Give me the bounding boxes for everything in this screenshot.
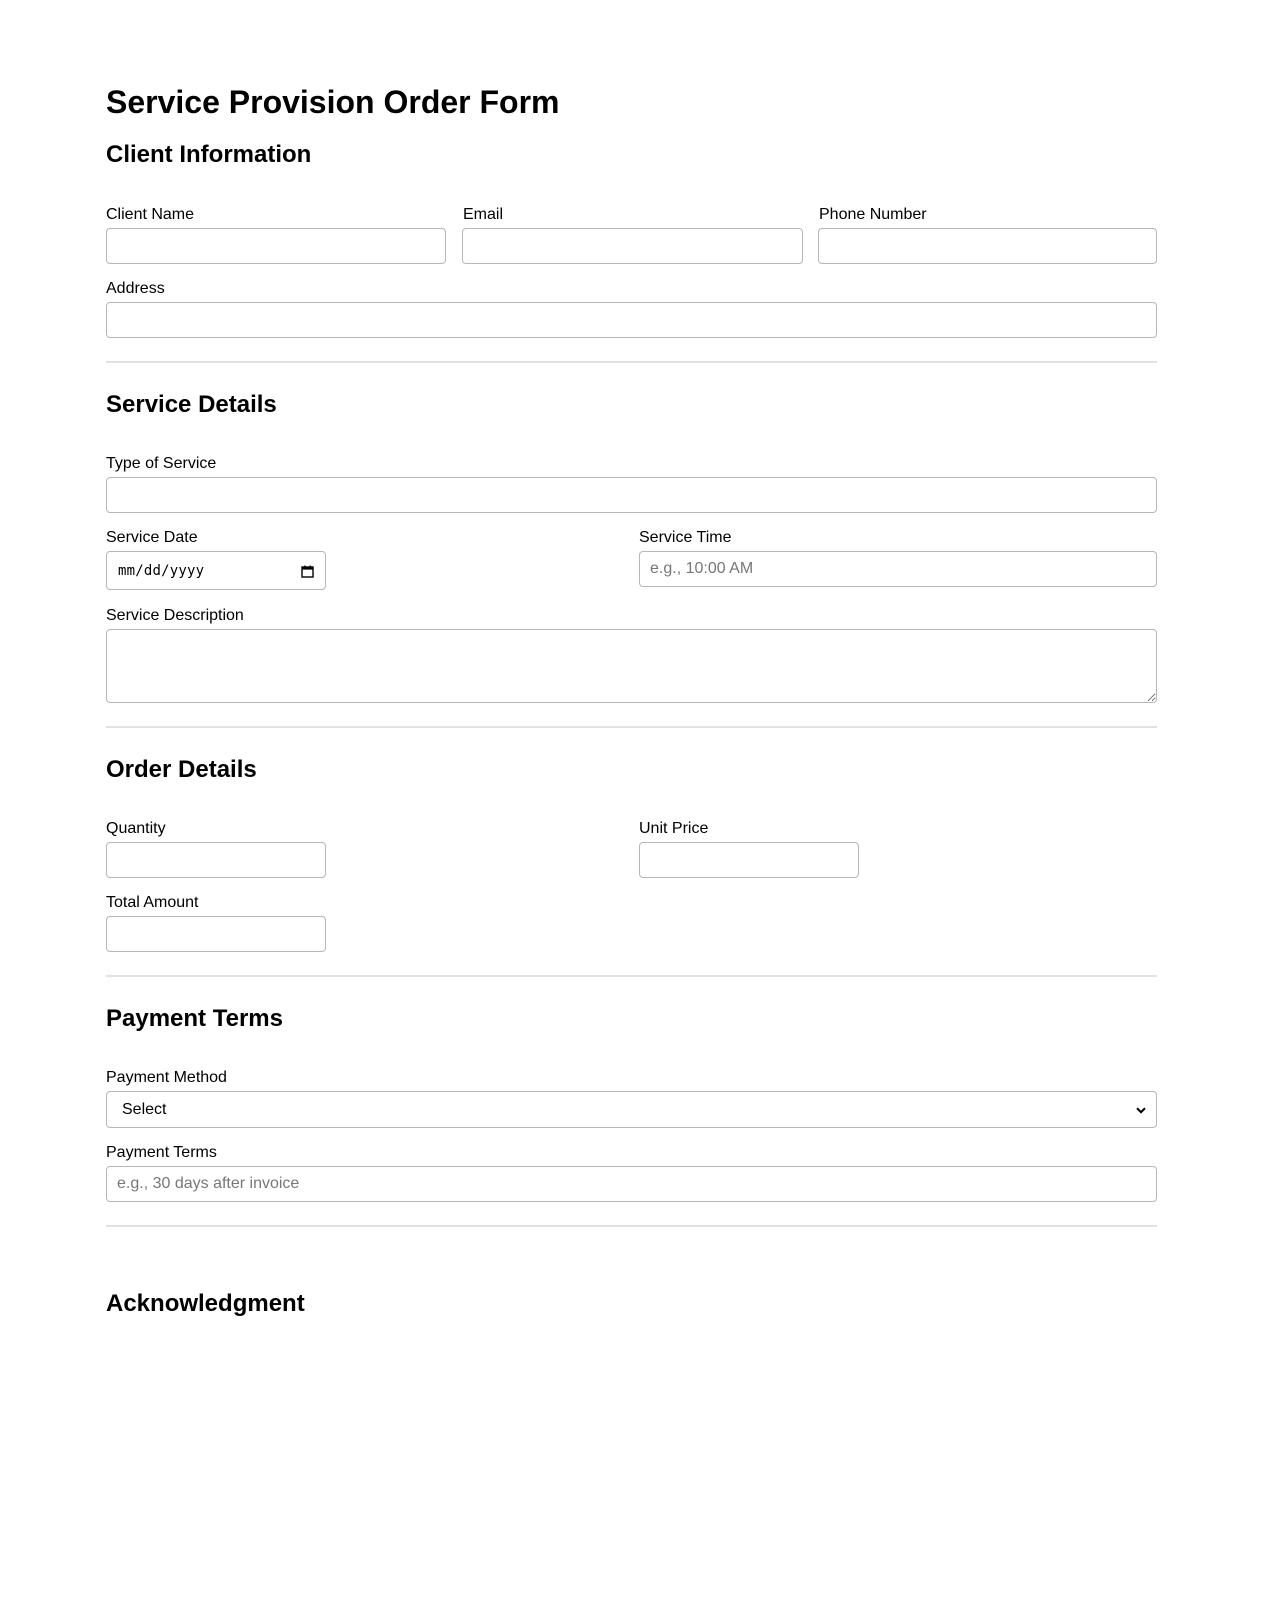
calendar-icon[interactable] [301, 565, 313, 577]
section-heading-client-information: Client Information [106, 141, 312, 168]
client-name-input[interactable] [106, 228, 446, 264]
order-form [106, 0, 1157, 1317]
phone-number-label: Phone Number [819, 206, 927, 223]
payment-method-selected-value: Select [122, 1100, 167, 1118]
payment-method-label: Payment Method [106, 1069, 227, 1086]
section-heading-service-details: Service Details [106, 391, 277, 418]
payment-terms-input[interactable] [106, 1166, 1157, 1202]
type-of-service-label: Type of Service [106, 455, 217, 472]
service-date-label: Service Date [106, 529, 198, 546]
quantity-input[interactable] [106, 842, 326, 878]
client-name-label: Client Name [106, 206, 195, 223]
section-heading-payment-terms: Payment Terms [106, 1005, 283, 1032]
service-date-input[interactable] [106, 551, 326, 590]
section-divider [106, 361, 1157, 363]
unit-price-input[interactable] [639, 842, 859, 878]
service-time-label: Service Time [639, 529, 732, 546]
date-format-text: mm/dd/yyyy [118, 562, 205, 579]
total-amount-input[interactable] [106, 916, 326, 952]
unit-price-label: Unit Price [639, 820, 709, 837]
section-divider [106, 726, 1157, 728]
service-time-input[interactable] [639, 551, 1157, 587]
section-divider [106, 975, 1157, 977]
payment-method-select[interactable] [106, 1091, 1157, 1128]
phone-number-input[interactable] [818, 228, 1157, 264]
type-of-service-input[interactable] [106, 477, 1157, 513]
quantity-label: Quantity [106, 820, 166, 837]
page-title: Service Provision Order Form [106, 84, 560, 120]
total-amount-label: Total Amount [106, 894, 199, 911]
email-input[interactable] [462, 228, 803, 264]
email-label: Email [463, 206, 504, 223]
payment-terms-label: Payment Terms [106, 1144, 217, 1161]
address-label: Address [106, 280, 165, 297]
section-heading-acknowledgment: Acknowledgment [106, 1290, 305, 1317]
chevron-down-icon [1136, 1101, 1146, 1119]
section-heading-order-details: Order Details [106, 756, 257, 783]
service-description-textarea[interactable] [106, 629, 1157, 703]
section-divider [106, 1225, 1157, 1227]
address-input[interactable] [106, 302, 1157, 338]
service-description-label: Service Description [106, 607, 244, 624]
